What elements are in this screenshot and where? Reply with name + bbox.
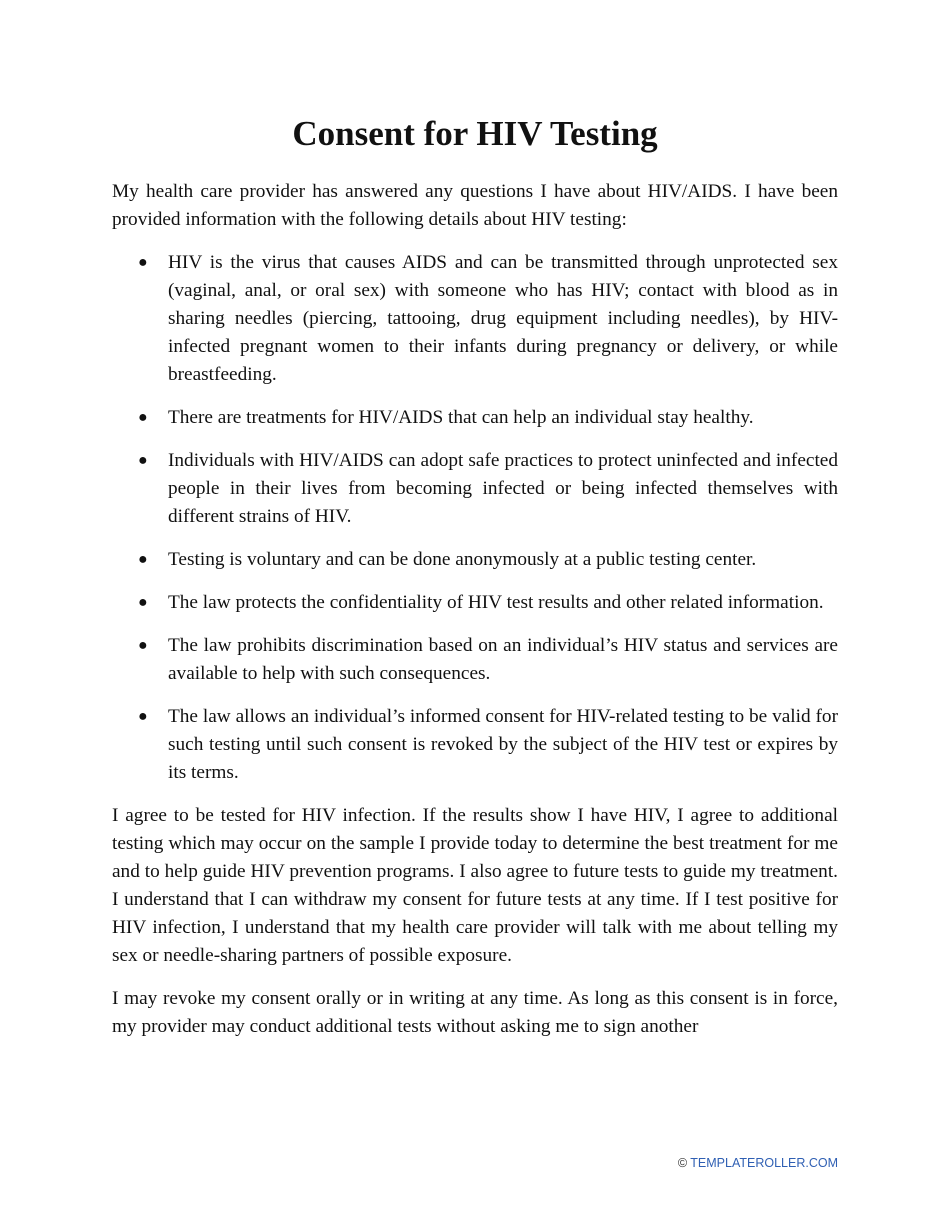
list-item	[138, 249, 838, 389]
bullet-icon: ●	[138, 551, 148, 568]
list-item	[138, 589, 838, 617]
list-item	[138, 447, 838, 531]
intro-paragraph: My health care provider has answered any questions I have about HIV/AIDS. I have been provided information with the following details about HIV testing:	[112, 181, 838, 230]
agreement-paragraph: I agree to be tested for HIV infection. If the results show I have HIV, I agree to additional testing which may occur on the sample I provide today to determine the best treatment for me and to help guide HIV prevention programs. I also agree to future tests to guide my treatment. I understand that I can withdraw my consent for future tests at any time. If I test positive for HIV infection, I understand that my health care provider will talk with me about telling my sex or needle-sharing partners of possible exposure.	[112, 805, 838, 966]
bullet-icon: ●	[138, 708, 148, 725]
bullet-icon: ●	[138, 594, 148, 611]
list-item	[138, 703, 838, 787]
bullet-icon: ●	[138, 254, 148, 271]
list-item-text: HIV is the virus that causes AIDS and can be transmitted through unprotected sex (vaginal, anal, or oral sex) with someone who has HIV; contact with blood as in sharing needles (piercing, tattooing, drug equipment including needles), by HIV-infected pregnant women to their infants during pregnancy or delivery, or while breastfeeding.	[168, 252, 838, 385]
templateroller-link[interactable]: TEMPLATEROLLER.COM	[690, 1156, 838, 1170]
list-item-text: The law prohibits discrimination based on an individual’s HIV status and services are available to help with such consequences.	[168, 635, 838, 684]
list-item-text: Testing is voluntary and can be done anonymously at a public testing center.	[168, 549, 757, 570]
details-list	[112, 249, 838, 787]
list-item	[138, 546, 838, 574]
bullet-icon: ●	[138, 452, 148, 469]
revoke-paragraph: I may revoke my consent orally or in writing at any time. As long as this consent is in force, my provider may conduct additional tests without asking me to sign another	[112, 988, 838, 1037]
page-title: Consent for HIV Testing	[292, 114, 658, 153]
copyright-icon: ©	[677, 1156, 688, 1170]
bullet-icon: ●	[138, 637, 148, 654]
footer-credit	[678, 1155, 838, 1171]
list-item	[138, 404, 838, 432]
list-item-text: The law allows an individual’s informed consent for HIV-related testing to be valid for such testing until such consent is revoked by the subject of the HIV test or expires by its terms.	[168, 706, 838, 783]
bullet-icon: ●	[138, 409, 148, 426]
list-item-text: Individuals with HIV/AIDS can adopt safe practices to protect uninfected and infected people in their lives from becoming infected or being infected themselves with different strains of HIV.	[168, 450, 838, 527]
list-item-text: The law protects the confidentiality of HIV test results and other related information.	[168, 592, 824, 613]
document-page	[112, 112, 838, 1041]
list-item	[138, 632, 838, 688]
list-item-text: There are treatments for HIV/AIDS that can help an individual stay healthy.	[168, 407, 754, 428]
